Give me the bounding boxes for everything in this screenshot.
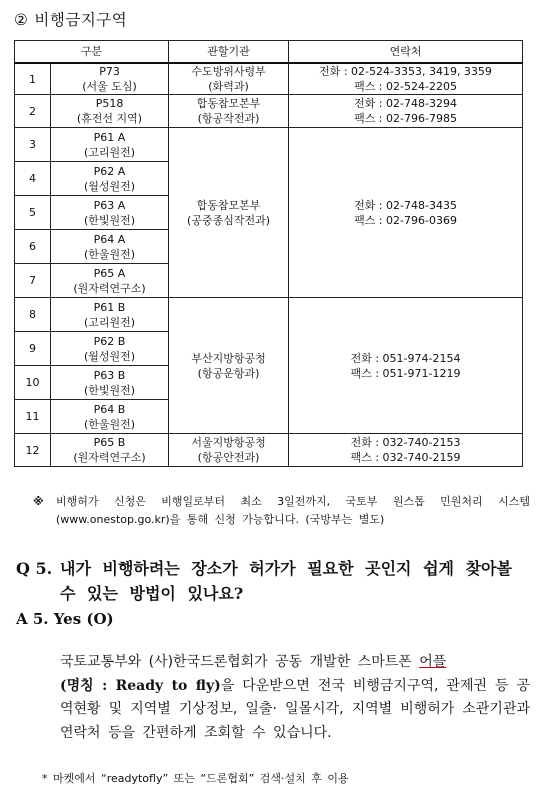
agency-dept: (항공작전과) (197, 112, 260, 125)
row-number: 8 (15, 298, 51, 332)
reference-mark: ※ (33, 495, 44, 508)
header-agency: 관할기관 (169, 41, 289, 64)
agency-name: 부산지방항공청 (191, 351, 266, 365)
section-title (14, 8, 127, 30)
contact-tel: 전화 : 02-748-3294 (354, 97, 457, 110)
contact-cell (289, 63, 523, 95)
agency-dept: (항공운항과) (197, 366, 260, 380)
contact-fax: 팩스 : 051-971-1219 (350, 366, 461, 380)
table-row (15, 298, 523, 332)
section-number: ② (14, 11, 29, 29)
zone-area: (고리원전) (83, 315, 136, 329)
zone-code: P518 (95, 97, 124, 110)
table-row (15, 434, 523, 467)
contact-cell (289, 298, 523, 434)
header-contact: 연락처 (289, 41, 523, 64)
zone-code: P64 A (93, 232, 126, 246)
agency-cell (169, 434, 289, 467)
question-text: 내가 비행하려는 장소가 허가가 필요한 곳인지 쉽게 찾아볼 수 있는 방법이 있나요? (60, 559, 512, 603)
contact-cell (289, 434, 523, 467)
agency-cell (169, 63, 289, 95)
zone-code: P61 B (93, 300, 126, 314)
contact-cell (289, 95, 523, 128)
agency-dept: (화력과) (208, 80, 249, 93)
zone-cell (51, 63, 169, 95)
row-number: 5 (15, 196, 51, 230)
zone-cell (51, 298, 169, 332)
zone-area: (원자력연구소) (73, 281, 146, 295)
zone-area: (한울원전) (83, 247, 136, 261)
contact-fax: 팩스 : 032-740-2159 (350, 451, 461, 464)
row-number: 6 (15, 230, 51, 264)
table-row (15, 63, 523, 95)
table-row (15, 95, 523, 128)
agency-name: 서울지방항공청 (191, 436, 266, 449)
row-number: 3 (15, 128, 51, 162)
app-name: (명칭 : Ready to fly) (60, 677, 221, 694)
agency-name: 합동참모본부 (196, 198, 261, 212)
contact-fax: 팩스 : 02-524-2205 (354, 80, 457, 93)
zone-code: P62 B (93, 334, 126, 348)
answer-label: A 5. Yes (O) (16, 610, 114, 628)
zone-cell (51, 366, 169, 400)
zone-cell (51, 434, 169, 467)
note-text: 비행허가 신청은 비행일로부터 최소 3일전까지, 국토부 원스톱 민원처리 시스템(www.onestop.go.kr)을 통해 신청 가능합니다. (국방부는 별도) (56, 495, 530, 526)
zone-cell (51, 332, 169, 366)
row-number: 9 (15, 332, 51, 366)
row-number: 2 (15, 95, 51, 128)
row-number: 11 (15, 400, 51, 434)
section-title-text: 비행금지구역 (34, 11, 128, 29)
zone-code: P65 B (93, 436, 126, 449)
contact-tel: 전화 : 051-974-2154 (350, 351, 461, 365)
agency-cell (169, 298, 289, 434)
agency-name: 합동참모본부 (196, 97, 261, 110)
zone-area: (한울원전) (83, 417, 136, 431)
zone-cell (51, 400, 169, 434)
contact-tel: 전화 : 02-748-3435 (354, 198, 457, 212)
zone-code: P64 B (93, 402, 126, 416)
zone-area: (서울 도심) (82, 80, 137, 93)
header-category: 구분 (15, 41, 169, 64)
zone-code: P61 A (93, 130, 126, 144)
answer-text-part2: 을 다운받으면 전국 비행금지구역, 관제권 등 공역현황 및 지역별 기상정보, 일출· 일몰시각, 지역별 비행허가 소관기관과 연락처 등을 간편하게 조회할 수 있습니다. (60, 677, 530, 741)
zone-area: (고리원전) (83, 145, 136, 159)
row-number: 12 (15, 434, 51, 467)
row-number: 1 (15, 63, 51, 95)
zone-area: (월성원전) (83, 349, 136, 363)
question (16, 556, 536, 606)
row-number: 10 (15, 366, 51, 400)
zone-cell (51, 128, 169, 162)
zone-area: (한빛원전) (83, 383, 136, 397)
contact-fax: 팩스 : 02-796-0369 (354, 213, 457, 227)
zone-code: P63 B (93, 368, 126, 382)
contact-tel: 전화 : 032-740-2153 (350, 436, 461, 449)
agency-cell (169, 128, 289, 298)
app-word: 어플 (419, 654, 447, 670)
agency-name: 수도방위사령부 (191, 65, 266, 78)
application-note (34, 493, 530, 529)
zone-cell (51, 230, 169, 264)
zone-area: (원자력연구소) (73, 451, 146, 464)
contact-cell (289, 128, 523, 298)
zone-cell (51, 264, 169, 298)
contact-fax: 팩스 : 02-796-7985 (354, 112, 457, 125)
zone-code: P73 (99, 65, 120, 78)
question-label: Q 5. (16, 559, 53, 578)
agency-cell (169, 95, 289, 128)
contact-tel: 전화 : 02-524-3353, 3419, 3359 (319, 65, 492, 78)
answer-body (60, 651, 530, 745)
no-fly-zone-table (14, 40, 523, 467)
zone-code: P65 A (93, 266, 126, 280)
zone-area: (한빛원전) (83, 213, 136, 227)
zone-cell (51, 196, 169, 230)
footnote: * 마켓에서 “readytofly” 또는 “드론협회” 검색·설치 후 이용 (42, 772, 349, 785)
zone-area: (휴전선 지역) (76, 112, 143, 125)
zone-cell (51, 162, 169, 196)
table-row (15, 128, 523, 162)
answer-text-part1: 국토교통부와 (사)한국드론협회가 공동 개발한 스마트폰 (60, 654, 420, 670)
zone-cell (51, 95, 169, 128)
row-number: 4 (15, 162, 51, 196)
zone-area: (월성원전) (83, 179, 136, 193)
zone-code: P63 A (93, 198, 126, 212)
agency-dept: (공중종심작전과) (187, 213, 270, 227)
table-header-row (15, 41, 523, 64)
row-number: 7 (15, 264, 51, 298)
zone-code: P62 A (93, 164, 126, 178)
agency-dept: (항공안전과) (197, 451, 260, 464)
